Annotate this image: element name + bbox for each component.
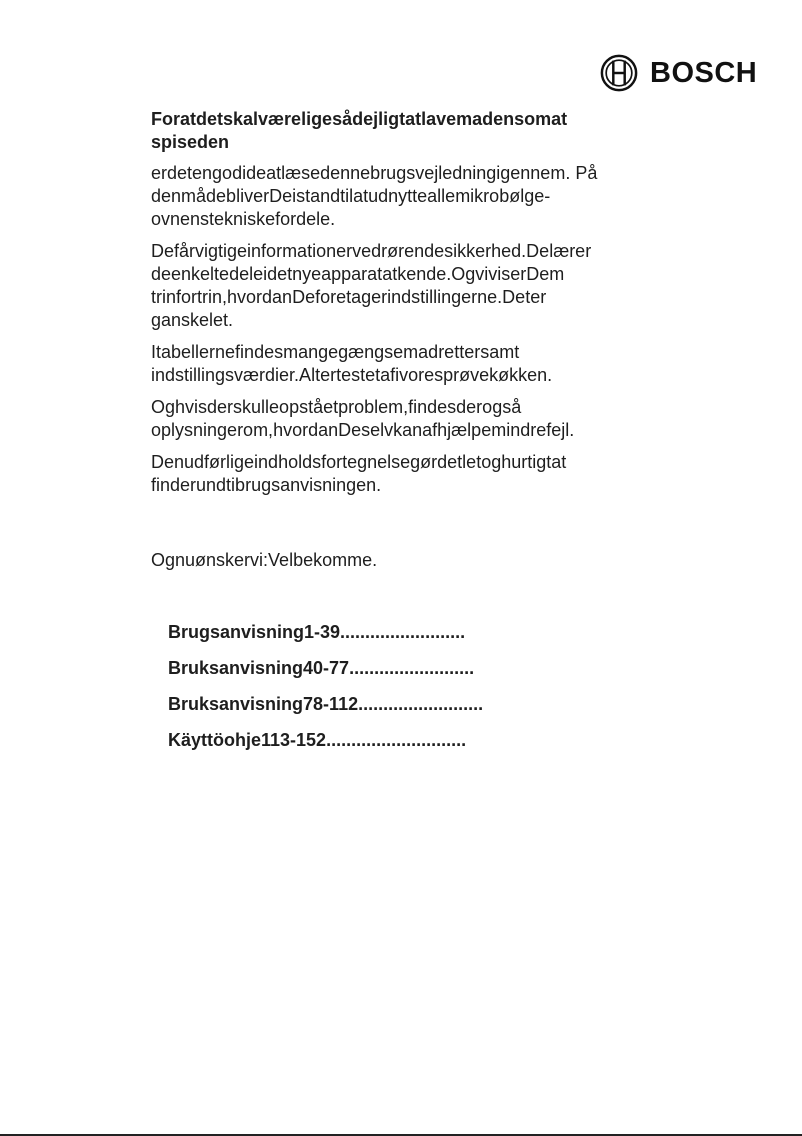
closing-line: Ognuønskervi:Velbekomme. [151, 550, 378, 570]
toc-item-danish[interactable]: Brugsanvisning1-39......................... [168, 622, 466, 642]
bosch-armature-icon [600, 54, 638, 92]
intro-paragraph: erdetengodideatlæsedennebrugsvejledningigennem. På denmådebliverDeistandtilatudnytteallemikrobølge-ovnenstekniskefordele. [151, 163, 598, 229]
intro-paragraph: Defårvigtigeinformationervedrørendesikkerhed.Delærer deenkeltedeleidetnyeapparatatkende.OgviviserDem trinfortrin,hvordanDeforetagerindstillingerne.Deter ganskelet. [151, 241, 592, 330]
toc-item-finnish[interactable]: Käyttöohje113-152............................ [168, 730, 467, 750]
intro-paragraph: Oghvisderskulleopståetproblem,findesderogså oplysningerom,hvordanDeselvkanafhjælpemindrefejl. [151, 397, 575, 440]
intro-paragraph: Itabellernefindesmangegængsemadrettersamt indstillingsværdier.Altertestetafivoresprøvekøkken. [151, 342, 553, 385]
intro-heading: Foratdetskalværeligesådejligtatlavemadensomat spiseden [151, 109, 568, 152]
bosch-logo [600, 54, 757, 92]
table-of-contents [168, 621, 483, 765]
intro-section [151, 108, 611, 506]
toc-item-norwegian[interactable]: Bruksanvisning40-77......................... [168, 658, 475, 678]
toc-item-swedish[interactable]: Bruksanvisning78-112......................... [168, 694, 484, 714]
intro-paragraph: Denudførligeindholdsfortegnelsegørdetletoghurtigtat finderundtibrugsanvisningen. [151, 452, 567, 495]
brand-name: BOSCH [650, 56, 758, 89]
